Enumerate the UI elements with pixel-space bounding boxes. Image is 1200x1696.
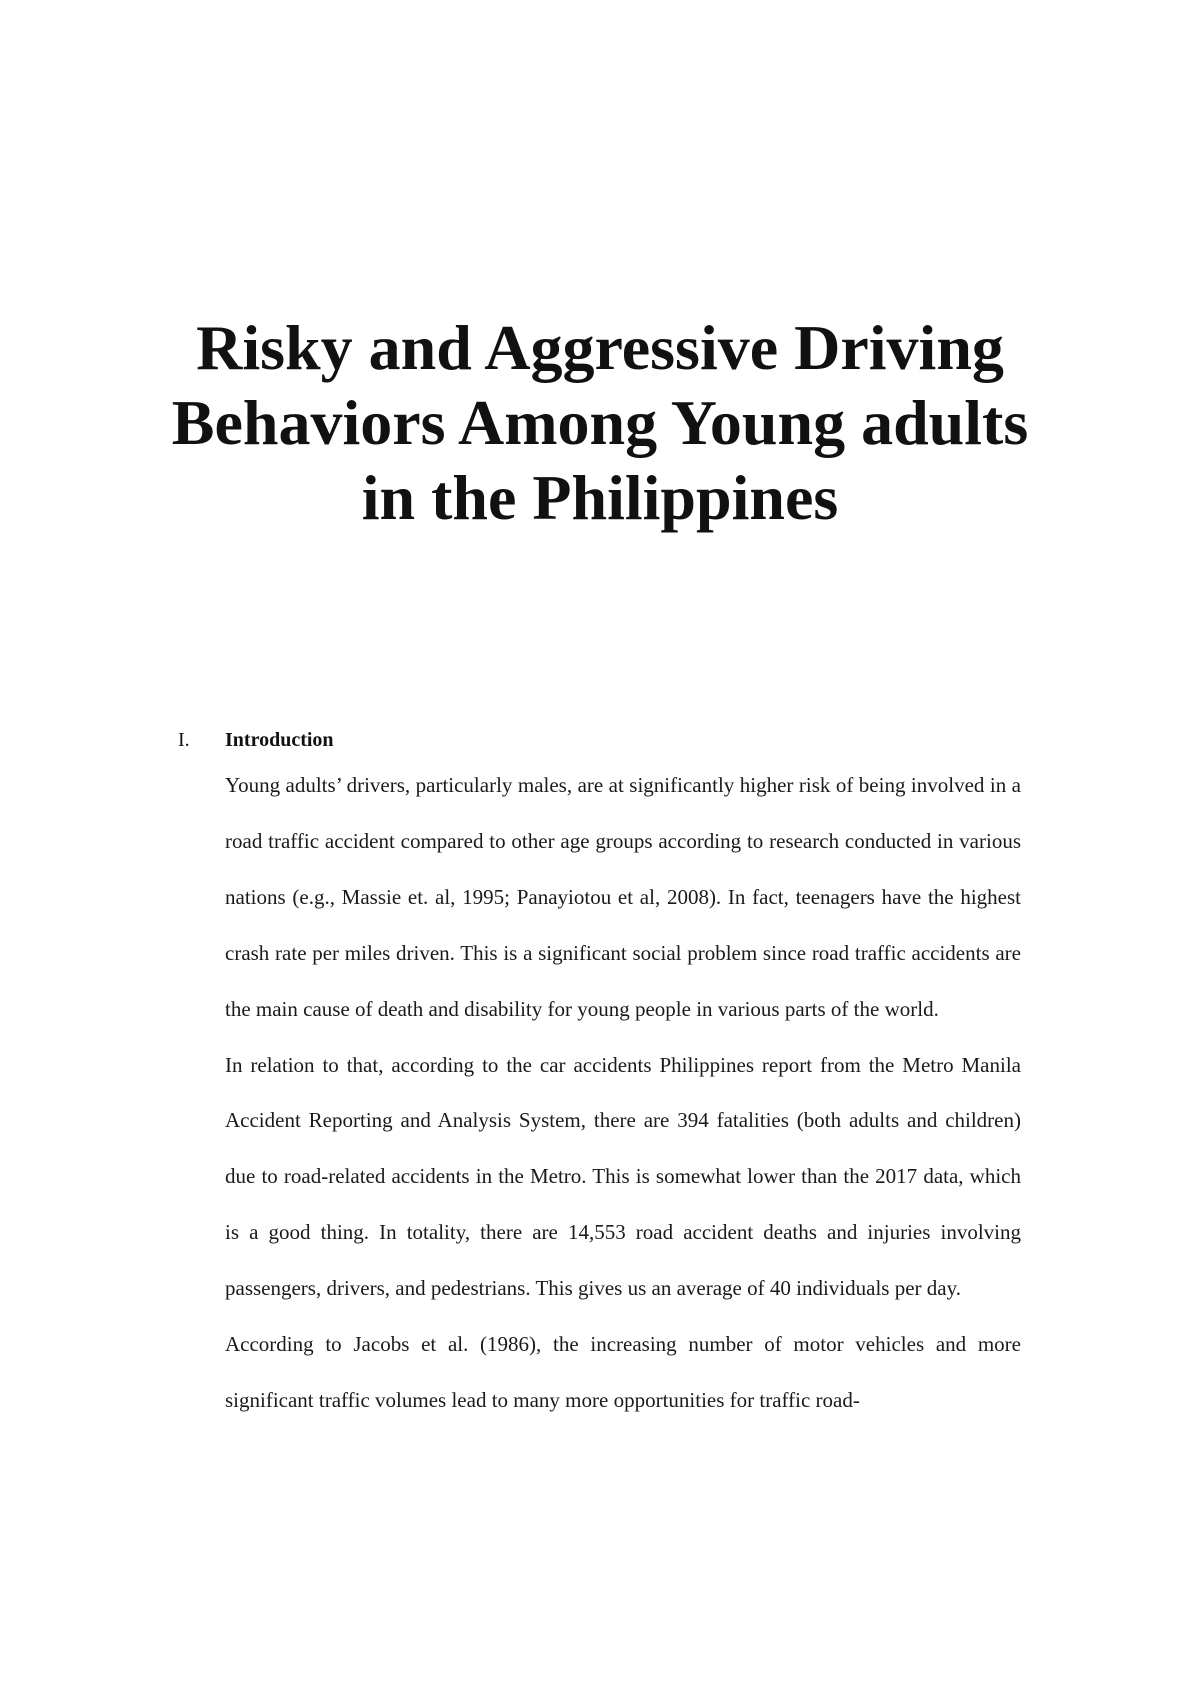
paragraph-metro-manila-statistics: In relation to that, according to the car accidents Philippines report from the Metro Manila Accident Reporting and Analysis System, there are 394 fatalities (both adults and children) due to road-related accidents in the Metro. This is somewhat lower than the 2017 data, which is a good thing. In totality, there are 14,553 road accident deaths and injuries involving passengers, drivers, and pedestrians. This gives us an average of 40 individuals per day. xyxy=(225,1052,1021,1301)
paragraph-young-drivers: Young adults’ drivers, particularly males, are at significantly higher risk of being involved in a road traffic accident compared to other age groups according to research conducted in various nations (e.g., Massie et. al, 1995; Panayiotou et al, 2008). In fact, teenagers have the highest crash rate per miles driven. This is a significant social problem since road traffic accidents are the main cause of death and disability for young people in various parts of the world. xyxy=(225,773,1021,1021)
section-body xyxy=(225,758,1021,1429)
document-title: Risky and Aggressive Driving Behaviors Among Young adults in the Philippines xyxy=(171,312,1029,533)
section-heading xyxy=(178,726,1038,754)
section-number: I. xyxy=(178,729,190,751)
section-title: Introduction xyxy=(225,729,334,751)
paragraph-jacobs-study: According to Jacobs et al. (1986), the increasing number of motor vehicles and more significant traffic volumes lead to many more opportunities for traffic road- xyxy=(225,1332,1021,1412)
